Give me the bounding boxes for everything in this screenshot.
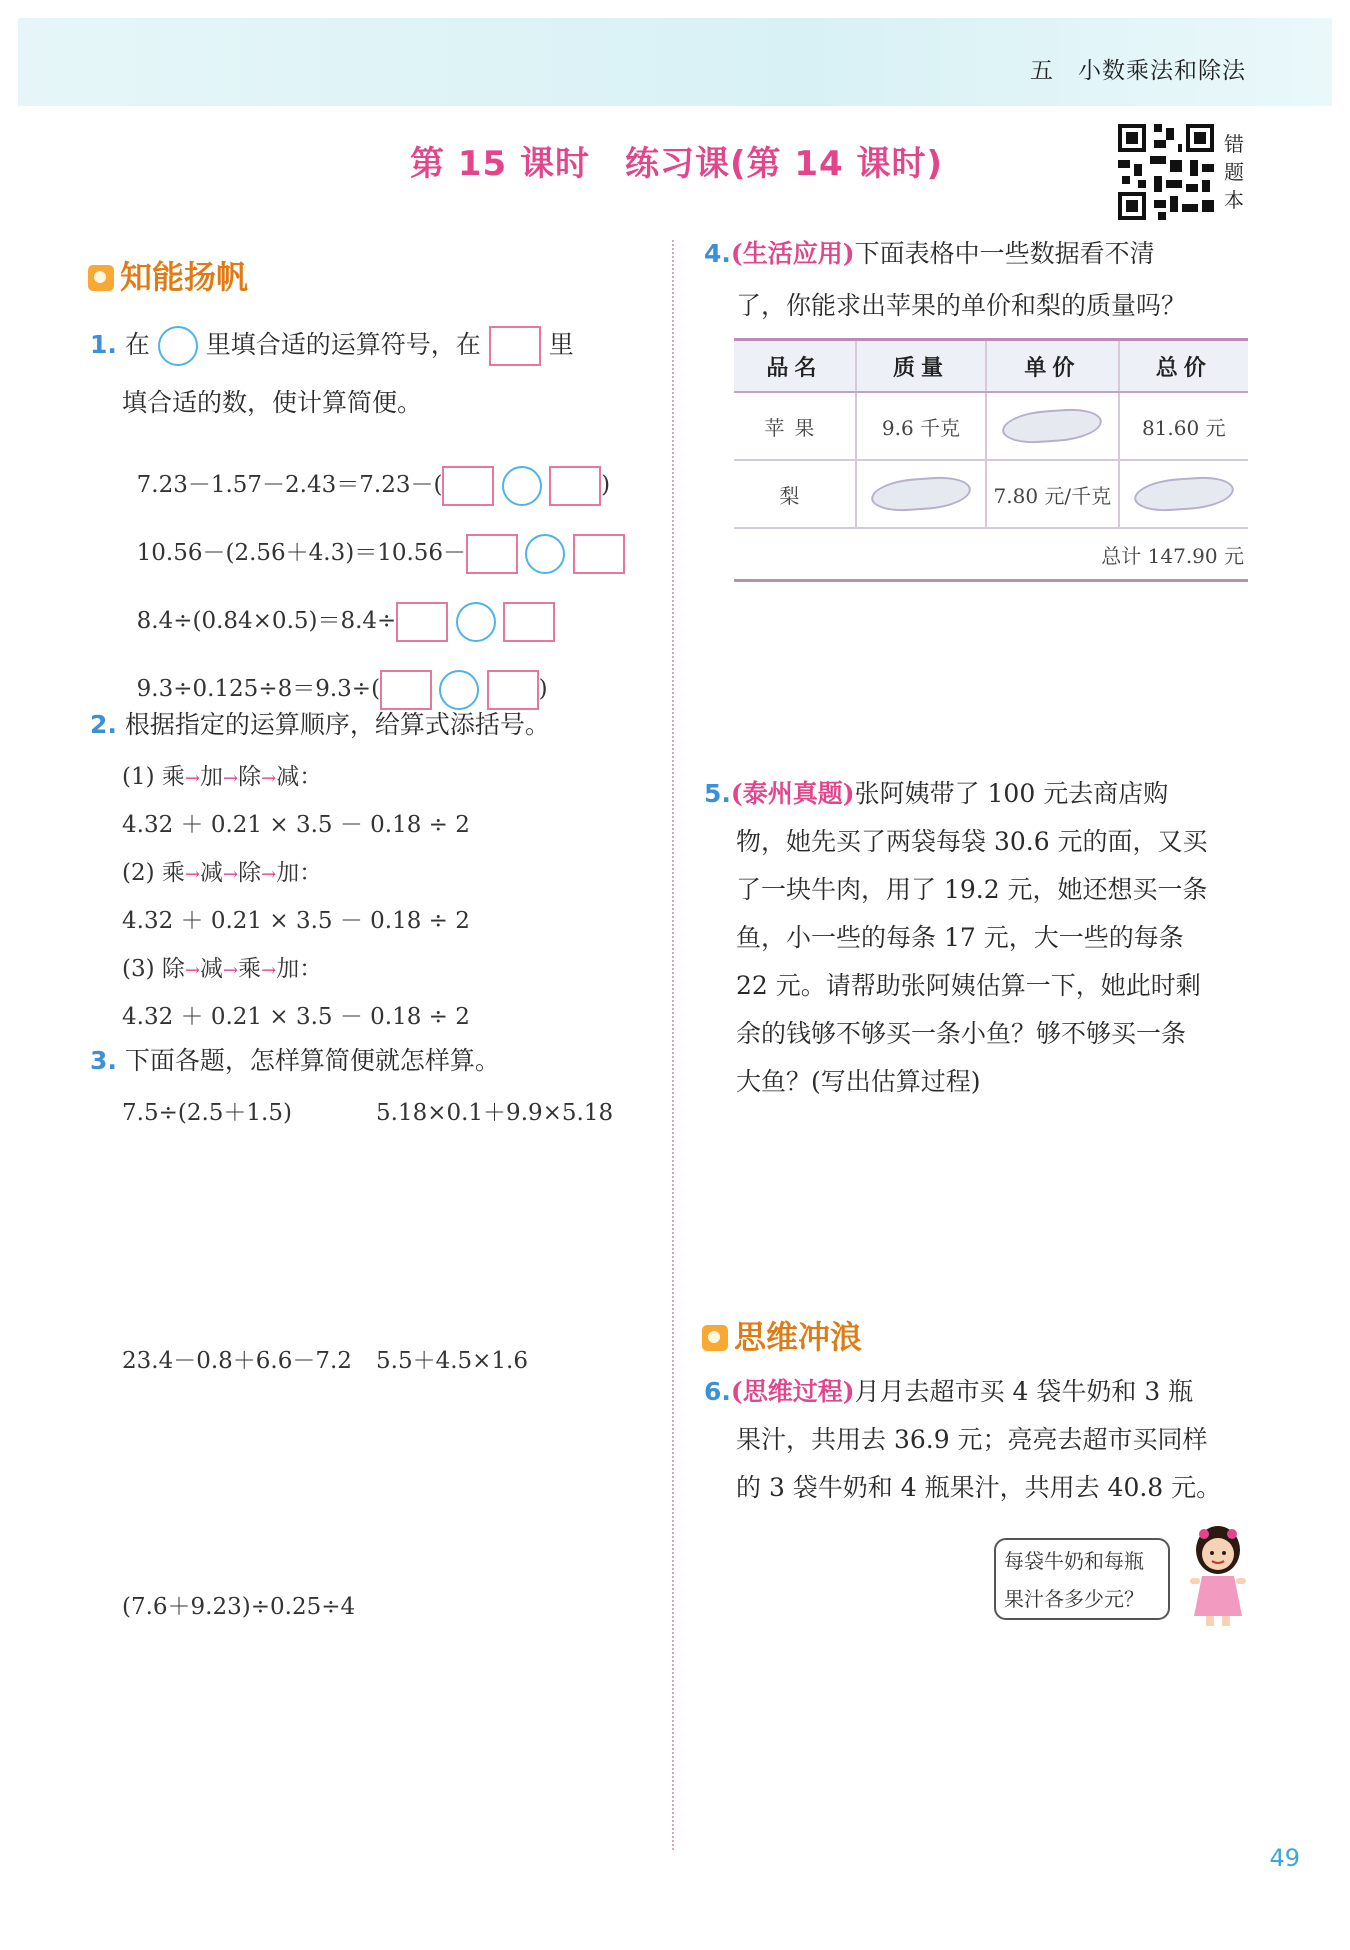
answer-box[interactable] xyxy=(503,602,555,642)
colon: ： xyxy=(299,860,323,886)
q6-text: 月月去超市买 4 袋牛奶和 3 瓶 xyxy=(854,1377,1194,1406)
example-box xyxy=(489,326,541,366)
q6-tag: (思维过程) xyxy=(730,1377,855,1406)
q1-text: 里填合适的运算符号，在 xyxy=(205,330,481,359)
col-header: 质量 xyxy=(856,340,986,393)
question-number: 6. xyxy=(704,1377,731,1406)
price-table xyxy=(734,338,1248,582)
operator-circle[interactable] xyxy=(456,602,496,642)
wave-icon xyxy=(702,1325,728,1351)
q4-tag: (生活应用) xyxy=(730,239,855,268)
flag-icon xyxy=(88,265,114,291)
q6-body xyxy=(736,1416,1221,1512)
girl-illustration-icon xyxy=(1182,1520,1254,1630)
op: 加 xyxy=(276,956,300,982)
q2-heading xyxy=(90,696,550,754)
blurred-value xyxy=(870,475,972,514)
qr-code-icon[interactable] xyxy=(1114,120,1218,224)
q5-text: 余的钱够不够买一条小鱼？够不够买一条 xyxy=(736,1019,1187,1048)
op: 乘 xyxy=(161,764,185,790)
paren: ) xyxy=(601,472,611,498)
q5-text: 大鱼？(写出估算过程) xyxy=(736,1067,981,1096)
q2-part-3-expr: 4.32 ＋ 0.21 × 3.5 － 0.18 ÷ 2 xyxy=(122,1004,470,1030)
answer-box[interactable] xyxy=(442,466,494,506)
op: 乘 xyxy=(161,860,185,886)
answer-box[interactable] xyxy=(396,602,448,642)
op: 除 xyxy=(238,764,262,790)
q5-text: 22 元。请帮助张阿姨估算一下，她此时剩 xyxy=(736,971,1201,1000)
q3-expr-1: 7.5÷(2.5＋1.5) xyxy=(122,1100,292,1126)
q1-line2: 填合适的数，使计算简便。 xyxy=(122,388,423,417)
arrow-icon: → xyxy=(184,960,200,981)
col-header: 单价 xyxy=(986,340,1118,393)
q3-expr-4: 5.5＋4.5×1.6 xyxy=(376,1348,529,1374)
operator-circle[interactable] xyxy=(525,534,565,574)
chapter-label: 五 小数乘法和除法 xyxy=(1030,58,1246,84)
q1-expr: 9.3÷0.125÷8＝9.3÷( xyxy=(136,676,381,702)
arrow-icon: → xyxy=(261,864,277,885)
q1-row-2 xyxy=(122,508,625,574)
page-number: 49 xyxy=(1269,1844,1300,1872)
cell-price-blurred xyxy=(986,392,1118,460)
colon: ： xyxy=(299,956,323,982)
col-header: 品名 xyxy=(734,340,856,393)
table-row xyxy=(734,392,1248,460)
qr-label: 错题本 xyxy=(1224,132,1244,212)
section-thinking xyxy=(702,1312,862,1358)
table-row xyxy=(734,460,1248,528)
arrow-icon: → xyxy=(261,768,277,789)
arrow-icon: → xyxy=(223,960,239,981)
arrow-icon: → xyxy=(184,768,200,789)
q1-line1 xyxy=(90,316,574,374)
operator-circle[interactable] xyxy=(502,466,542,506)
arrow-icon: → xyxy=(223,768,239,789)
q2-part-2-order xyxy=(122,854,322,887)
answer-box[interactable] xyxy=(549,466,601,506)
op: 减 xyxy=(200,860,223,886)
q2-part-3-order xyxy=(122,950,322,983)
blurred-value xyxy=(1001,407,1103,446)
q2-part-1-order xyxy=(122,758,322,791)
table-header-row xyxy=(734,340,1248,393)
arrow-icon: → xyxy=(223,864,239,885)
cell-mass-blurred xyxy=(856,460,986,528)
op: 除 xyxy=(238,860,262,886)
cell-mass: 9.6 千克 xyxy=(856,392,986,460)
bubble-text: 果汁各多少元？ xyxy=(1004,1587,1144,1611)
part-label: (2) xyxy=(122,860,155,886)
q3-heading xyxy=(90,1032,500,1090)
arrow-icon: → xyxy=(184,864,200,885)
q1-expr: 10.56－(2.56＋4.3)＝10.56－ xyxy=(136,540,467,566)
part-label: (3) xyxy=(122,956,155,982)
answer-box[interactable] xyxy=(466,534,518,574)
cell-name: 梨 xyxy=(734,460,856,528)
bubble-text: 每袋牛奶和每瓶 xyxy=(1004,1549,1144,1573)
cell-price: 7.80 元/千克 xyxy=(986,460,1118,528)
question-number: 2. xyxy=(90,710,117,739)
q2-part-2-expr: 4.32 ＋ 0.21 × 3.5 － 0.18 ÷ 2 xyxy=(122,908,470,934)
cell-total: 81.60 元 xyxy=(1119,392,1248,460)
q5-tag: (泰州真题) xyxy=(730,779,855,808)
q2-part-1-expr: 4.32 ＋ 0.21 × 3.5 － 0.18 ÷ 2 xyxy=(122,812,470,838)
q1-row-1 xyxy=(122,440,610,506)
q3-expr-2: 5.18×0.1＋9.9×5.18 xyxy=(376,1100,614,1126)
section-title: 思维冲浪 xyxy=(734,1318,863,1356)
speech-bubble xyxy=(994,1538,1170,1620)
question-number: 1. xyxy=(90,330,117,359)
lesson-title: 第 15 课时 练习课(第 14 课时) xyxy=(410,144,944,184)
answer-box[interactable] xyxy=(573,534,625,574)
q5-text: 物，她先买了两袋每袋 30.6 元的面，又买 xyxy=(736,827,1208,856)
op: 减 xyxy=(276,764,300,790)
question-number: 5. xyxy=(704,779,731,808)
q6-text: 的 3 袋牛奶和 4 瓶果汁，共用去 40.8 元。 xyxy=(736,1473,1222,1502)
section-title: 知能扬帆 xyxy=(120,258,249,296)
question-number: 4. xyxy=(704,239,731,268)
q6-text: 果汁，共用去 36.9 元；亮亮去超市买同样 xyxy=(736,1425,1208,1454)
colon: ： xyxy=(299,764,323,790)
q1-expr: 8.4÷(0.84×0.5)＝8.4÷ xyxy=(136,608,397,634)
op: 减 xyxy=(200,956,223,982)
cell-sum: 总计 147.90 元 xyxy=(734,528,1248,581)
q2-text: 根据指定的运算顺序，给算式添括号。 xyxy=(124,710,550,739)
op: 除 xyxy=(161,956,185,982)
q3-text: 下面各题，怎样算简便就怎样算。 xyxy=(124,1046,500,1075)
q3-expr-5: (7.6＋9.23)÷0.25÷4 xyxy=(122,1594,356,1620)
q5-line1 xyxy=(704,770,1168,818)
column-divider xyxy=(672,240,674,1850)
arrow-icon: → xyxy=(261,960,277,981)
op: 加 xyxy=(200,764,223,790)
q1-text: 在 xyxy=(124,330,150,359)
question-number: 3. xyxy=(90,1046,117,1075)
paren: ) xyxy=(538,676,548,702)
op: 乘 xyxy=(238,956,262,982)
q1-expr: 7.23－1.57－2.43＝7.23－( xyxy=(136,472,443,498)
q5-body xyxy=(736,818,1252,1106)
op: 加 xyxy=(276,860,300,886)
col-header: 总价 xyxy=(1119,340,1248,393)
table-sum-row xyxy=(734,528,1248,581)
q5-text: 鱼，小一些的每条 17 元，大一些的每条 xyxy=(736,923,1184,952)
q4-text: 下面表格中一些数据看不清 xyxy=(854,239,1155,268)
blurred-value xyxy=(1133,475,1235,514)
q5-text: 了一块牛肉，用了 19.2 元，她还想买一条 xyxy=(736,875,1208,904)
q6-line1 xyxy=(704,1368,1193,1416)
example-circle xyxy=(158,326,198,366)
part-label: (1) xyxy=(122,764,155,790)
q4-line1 xyxy=(704,230,1155,278)
cell-total-blurred xyxy=(1119,460,1248,528)
section-knowledge xyxy=(88,252,248,298)
cell-name: 苹果 xyxy=(734,392,856,460)
q3-expr-3: 23.4－0.8＋6.6－7.2 xyxy=(122,1348,352,1374)
q4-line2: 了，你能求出苹果的单价和梨的质量吗？ xyxy=(736,291,1187,320)
q1-row-3 xyxy=(122,576,555,642)
q1-text: 里 xyxy=(548,330,574,359)
q5-text: 张阿姨带了 100 元去商店购 xyxy=(854,779,1169,808)
